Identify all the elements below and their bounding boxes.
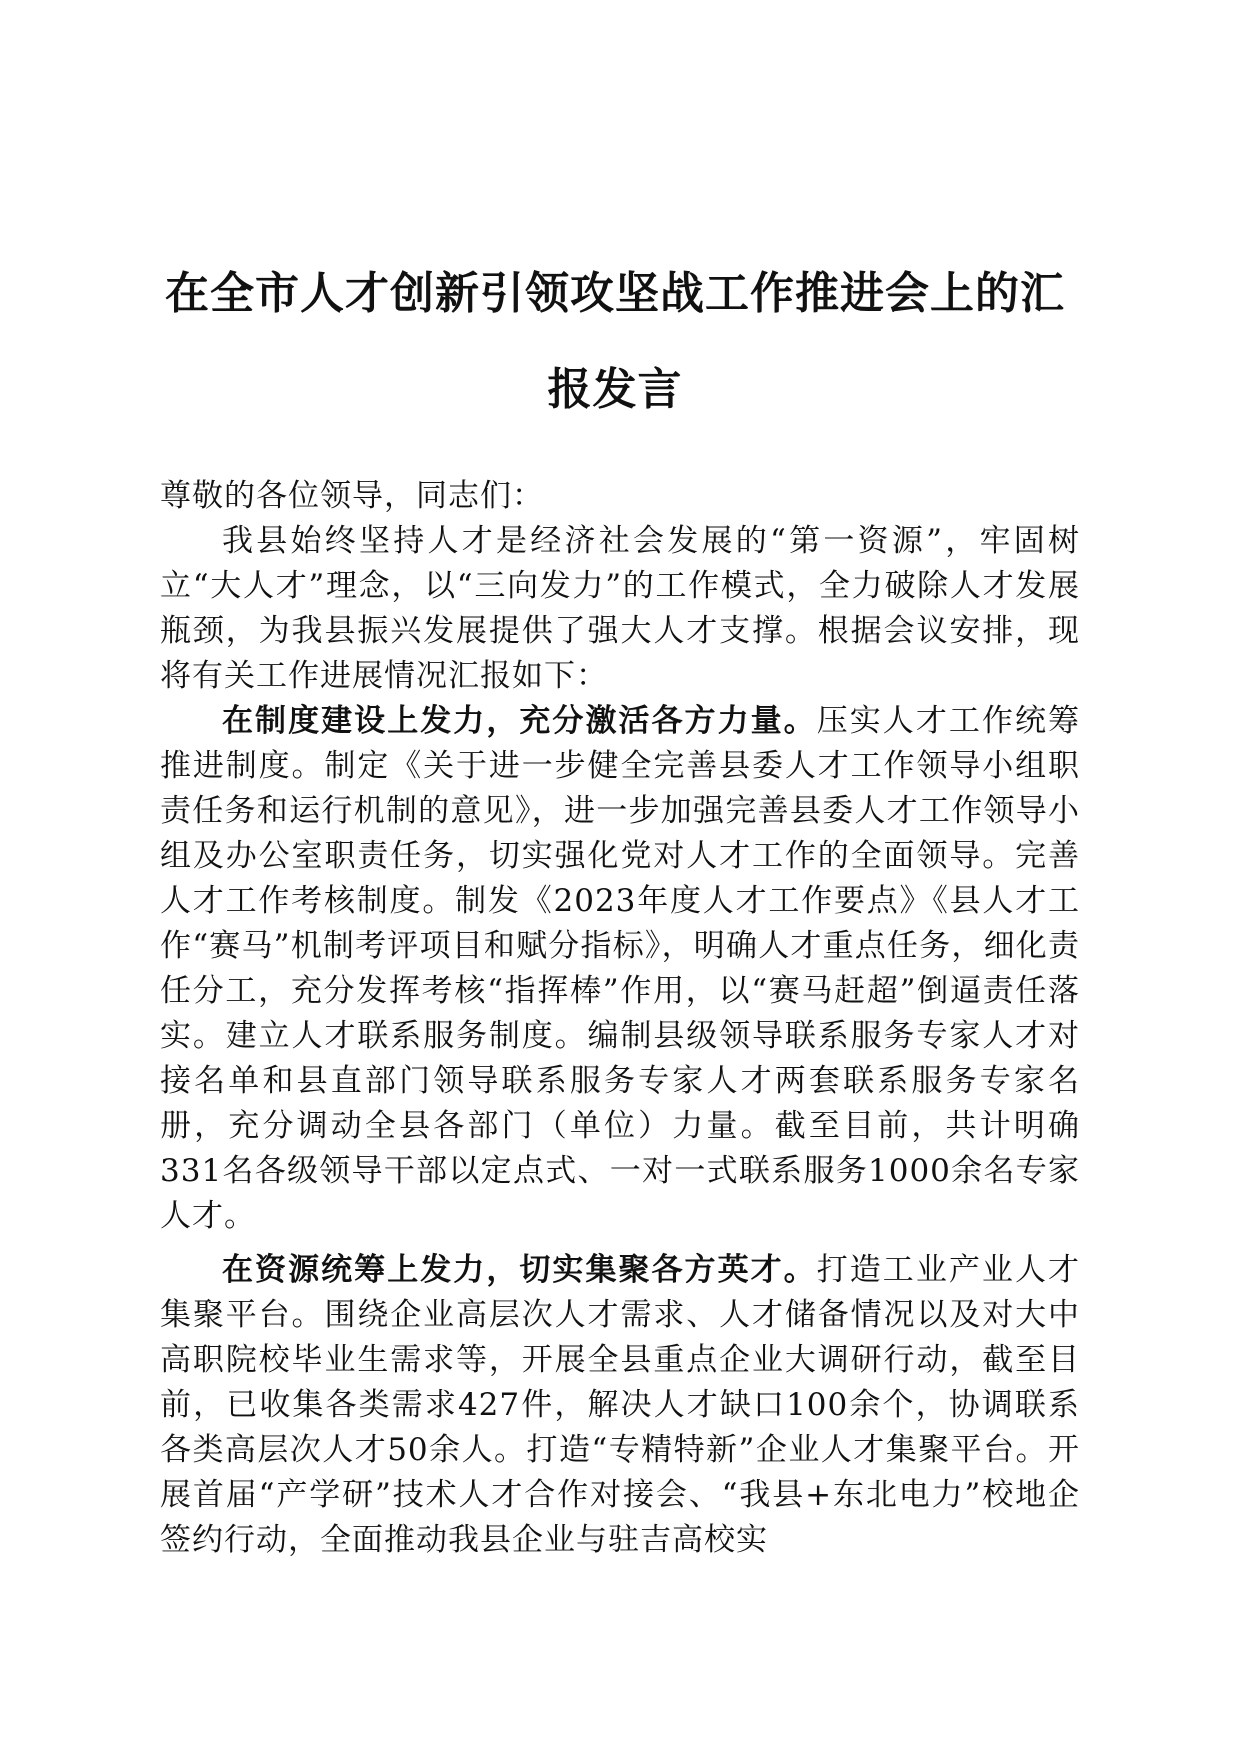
document-title: 在全市人才创新引领攻坚战工作推进会上的汇报发言 <box>165 268 1065 415</box>
document-body <box>160 474 1080 1563</box>
paragraph-institution-building <box>160 699 1080 1239</box>
paragraph-lead-heading: 在制度建设上发力，充分激活各方力量。 <box>222 703 817 739</box>
paragraph-intro <box>160 519 1080 699</box>
salutation: 尊敬的各位领导，同志们： <box>160 478 544 514</box>
paragraph-text: 打造工业产业人才集聚平台。围绕企业高层次人才需求、人才储备情况以及对大中高职院校毕业生需求等，开展全县重点企业大调研行动，截至目前，已收集各类需求427件，解决人才缺口100余个，协调联系各类高层次人才50余人。打造“专精特新”企业人才集聚平台。开展首届“产学研”技术人才合作对接会、“我县+东北电力”校地企签约行动，全面推动我县企业与驻吉高校实 <box>160 1252 1080 1558</box>
paragraph-text: 压实人才工作统筹推进制度。制定《关于进一步健全完善县委人才工作领导小组职责任务和运行机制的意见》，进一步加强完善县委人才工作领导小组及办公室职责任务，切实强化党对人才工作的全面领导。完善人才工作考核制度。制发《2023年度人才工作要点》《县人才工作“赛马”机制考评项目和赋分指标》，明确人才重点任务，细化责任分工，充分发挥考核“指挥棒”作用，以“赛马赶超”倒逼责任落实。建立人才联系服务制度。编制县级领导联系服务专家人才对接名单和县直部门领导联系服务专家人才两套联系服务专家名册，充分调动全县各部门（单位）力量。截至目前，共计明确331名各级领导干部以定点式、一对一式联系服务1000余名专家人才。 <box>160 703 1080 1234</box>
paragraph-lead-heading: 在资源统筹上发力，切实集聚各方英才。 <box>222 1252 817 1288</box>
paragraph-resource-coordination <box>160 1248 1080 1563</box>
paragraph-text: 我县始终坚持人才是经济社会发展的“第一资源”，牢固树立“大人才”理念，以“三向发力”的工作模式，全力破除人才发展瓶颈，为我县振兴发展提供了强大人才支撑。根据会议安排，现将有关工作进展情况汇报如下： <box>160 523 1080 694</box>
